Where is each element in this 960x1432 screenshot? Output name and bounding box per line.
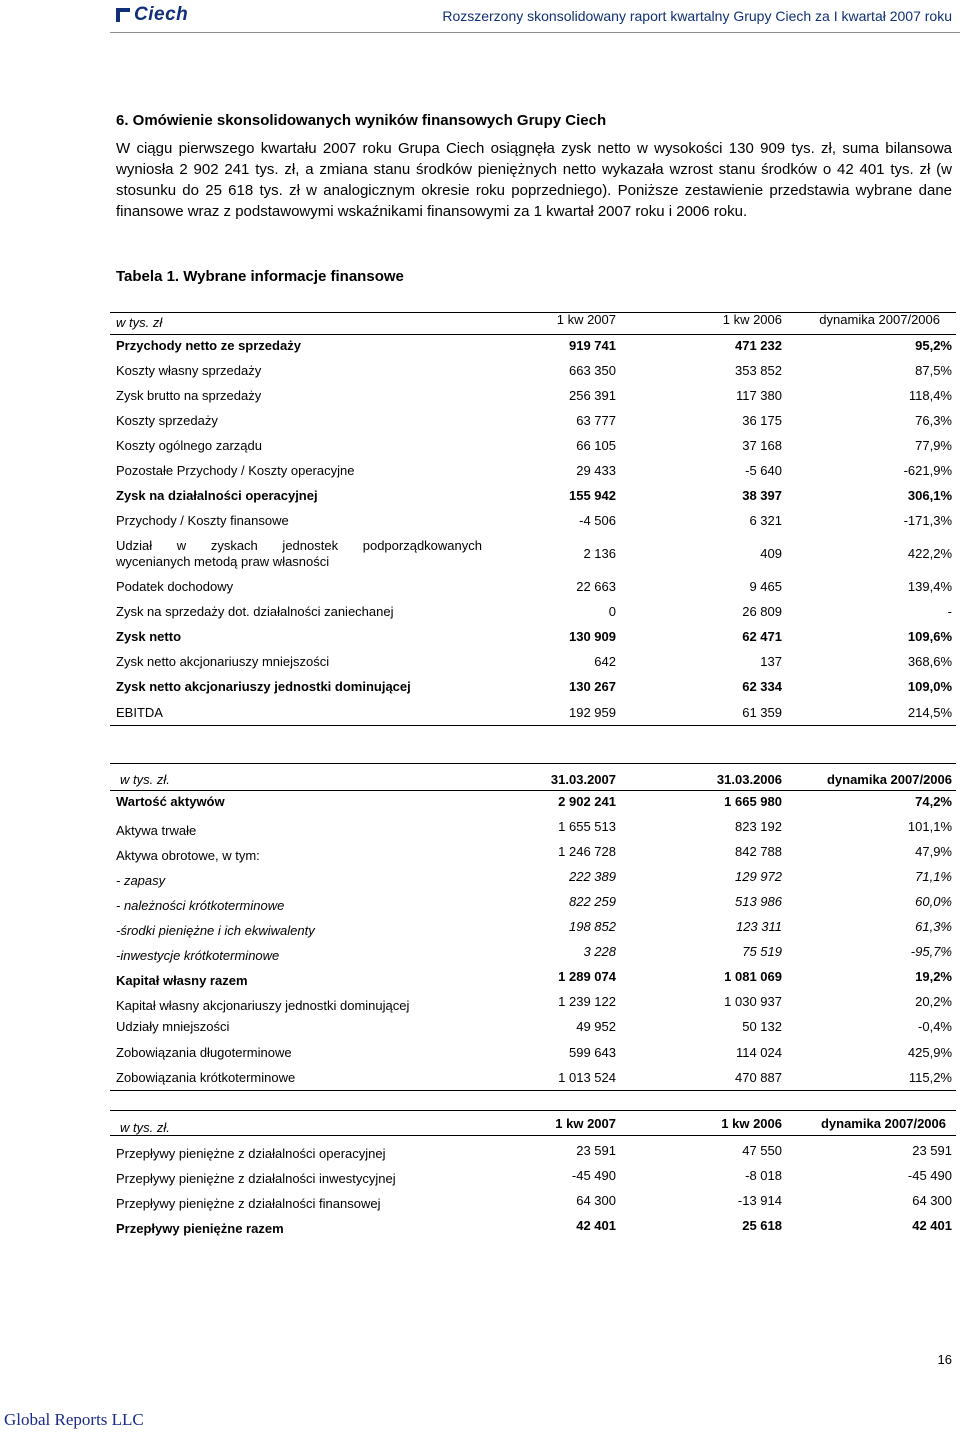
table-title: Tabela 1. Wybrane informacje finansowe xyxy=(116,268,404,285)
col-header-2006: 1 kw 2006 xyxy=(722,312,782,327)
summary-paragraph: W ciągu pierwszego kwartału 2007 roku Grupa Ciech osiągnęła zysk netto w wysokości 130 909 tys. zł, suma bilansowa wyniosła 2 902 241 tys. zł, a zmiana stanu środków pieniężnych netto wykazała wzrost stanu środków o 42 401 tys. zł (w stosunku do 25 618 tys. zł w analogicznym okresie roku poprzedniego). Poniższe zestawienie przedstawia wybrane dane finansowe wraz z podstawowymi wskaźnikami finansowymi za 1 kwartał 2007 roku i 2006 roku. xyxy=(116,140,952,220)
logo-mark-icon xyxy=(116,8,130,22)
cash-flow-table: w tys. zł. 1 kw 2007 1 kw 2006 dynamika 2007/2006 Przepływy pieniężne z działalności operacyjnej 23 591 47 550 23 591 Przepływy pieniężne z działalności inwestycyjnej -45 490 -8 018 -45 490 Przepływy pieniężne z działalności finansowej 64 300 -13 914 64 300 Przepływy pieniężne razem 42 401 25 618 42 401 xyxy=(110,1110,956,1240)
logo-text: Ciech xyxy=(134,4,189,25)
table-header-row xyxy=(110,1110,956,1134)
table-row: Udział w zyskach jednostek podporządkowanych wycenianych metodą praw własności 2 136 409 422,2% xyxy=(116,538,952,569)
col-header-2007: 1 kw 2007 xyxy=(555,1116,616,1131)
balance-sheet-table: w tys. zł. 31.03.2007 31.03.2006 dynamika 2007/2006 Wartość aktywów 2 902 241 1 665 980 74,2% Aktywa trwałe 1 655 513 823 192 101,1% Aktywa obrotowe, w tym: 1 246 728 842 788 47,9% - zapasy 222 389 129 972 71,1% - należności krótkoterminowe 822 259 513 986 60,0% -środki pieniężne i ich ekwiwalenty 198 852 123 311 61,3% -inwestycje krótkoterminowe 3 228 75 519 -95,7% Kapitał własny razem 1 289 074 1 081 069 19,2% Kapitał własny akcjonariuszy jednostki dominującej 1 239 122 1 030 937 20,2% Udziały mniejszości 49 952 50 132 -0,4% Zobowiązania długoterminowe 599 643 114 024 425,9% Zobowiązania krótkoterminowe 1 013 524 470 887 115,2% xyxy=(110,763,956,1093)
table-header-row xyxy=(110,312,956,336)
section-heading: 6. Omówienie skonsolidowanych wyników finansowych Grupy Ciech xyxy=(116,112,607,129)
footer-text: Global Reports LLC xyxy=(4,1410,144,1429)
header-divider xyxy=(110,32,960,33)
unit-header: w tys. zł. xyxy=(120,772,170,787)
page-number: 16 xyxy=(937,1352,952,1367)
col-header-dynamics: dynamika 2007/2006 xyxy=(826,772,952,787)
col-header-dynamics: dynamika 2007/2006 xyxy=(820,1116,946,1131)
table-header-row xyxy=(110,763,956,787)
col-header-2007: 31.03.2007 xyxy=(550,772,616,787)
company-logo xyxy=(116,6,188,24)
col-header-2006: 31.03.2006 xyxy=(716,772,782,787)
col-header-2006: 1 kw 2006 xyxy=(721,1116,782,1131)
unit-header: w tys. zł. xyxy=(120,1120,170,1135)
unit-header: w tys. zł xyxy=(116,315,163,330)
financial-results-table: w tys. zł 1 kw 2007 1 kw 2006 dynamika 2007/2006 Przychody netto ze sprzedaży 919 741 471 232 95,2% Koszty własny sprzedaży 663 350 353 852 87,5% Zysk brutto na sprzedaży 256 391 117 380 118,4% Koszty sprzedaży 63 777 36 175 76,3% Koszty ogólnego zarządu 66 105 37 168 77,9% Pozostałe Przychody / Koszty operacyjne 29 433 -5 640 -621,9% Zysk na działalności operacyjnej 155 942 38 397 306,1% Przychody / Koszty finansowe -4 506 6 321 -171,3% Udział w zyskach jednostek podporządkowanych wycenianych metodą praw własności 2 136 409 422,2% Podatek dochodowy 22 663 9 465 139,4% Zysk na sprzedaży dot. działalności zaniechanej 0 26 809 - Zysk netto 130 909 62 471 109,6% Zysk netto akcjonariuszy mniejszości 642 137 368,6% Zysk netto akcjonariuszy jednostki dominującej 130 267 62 334 109,0% EBITDA 192 959 61 359 214,5% xyxy=(110,312,956,732)
col-header-dynamics: dynamika 2007/2006 xyxy=(819,312,940,327)
report-title: Rozszerzony skonsolidowany raport kwartalny Grupy Ciech za I kwartał 2007 roku xyxy=(442,8,952,24)
col-header-2007: 1 kw 2007 xyxy=(556,312,616,327)
